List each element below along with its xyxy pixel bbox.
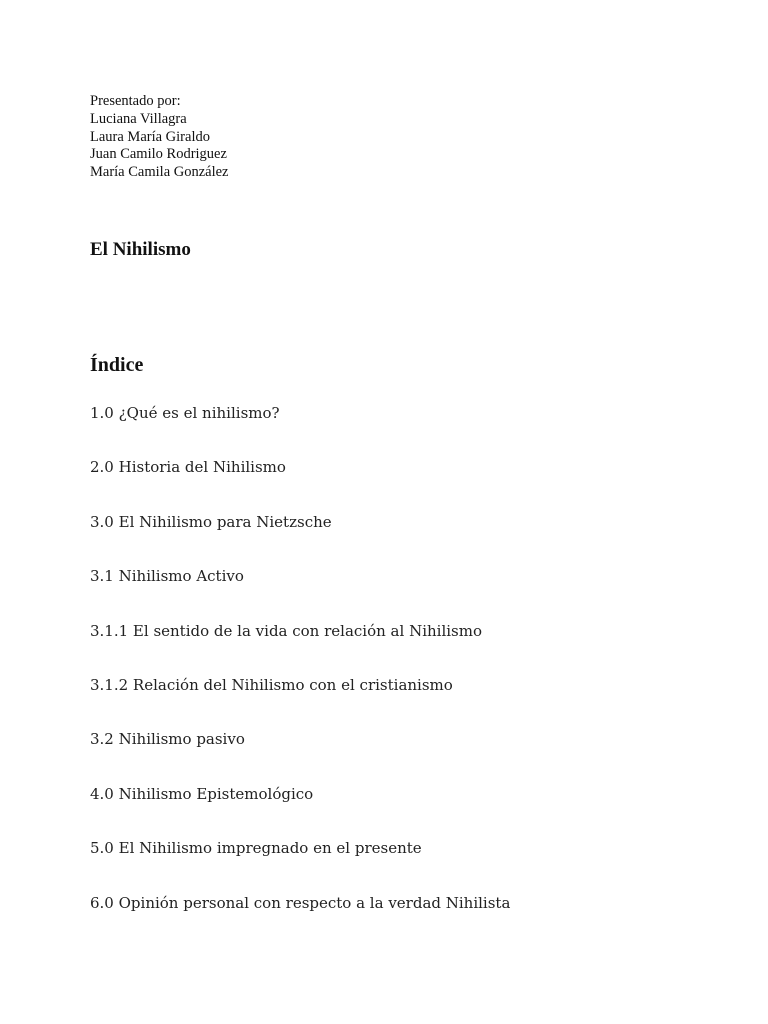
- toc-item: 5.0 El Nihilismo impregnado en el presente: [90, 839, 422, 858]
- authors-block: [90, 93, 229, 182]
- table-of-contents: [90, 402, 510, 946]
- toc-item: 6.0 Opinión personal con respecto a la verdad Nihilista: [90, 893, 511, 912]
- toc-item: 3.1.1 El sentido de la vida con relación al Nihilismo: [90, 621, 482, 640]
- toc-item: 3.1.2 Relación del Nihilismo con el cristianismo: [90, 675, 453, 694]
- document-title: El Nihilismo: [90, 239, 191, 260]
- author-name: Luciana Villagra: [90, 110, 187, 127]
- authors-label: Presentado por:: [90, 93, 181, 109]
- toc-item: 1.0 ¿Qué es el nihilismo?: [90, 404, 280, 422]
- toc-item: 4.0 Nihilismo Epistemológico: [90, 784, 314, 803]
- author-name: María Camila González: [90, 164, 229, 181]
- author-name: Juan Camilo Rodriguez: [90, 146, 227, 163]
- author-name: Laura María Giraldo: [90, 128, 210, 145]
- toc-item: 3.1 Nihilismo Activo: [90, 567, 244, 586]
- toc-item: 3.2 Nihilismo pasivo: [90, 730, 245, 749]
- toc-item: 2.0 Historia del Nihilismo: [90, 458, 286, 477]
- index-heading: Índice: [90, 354, 144, 376]
- toc-item: 3.0 El Nihilismo para Nietzsche: [90, 512, 332, 531]
